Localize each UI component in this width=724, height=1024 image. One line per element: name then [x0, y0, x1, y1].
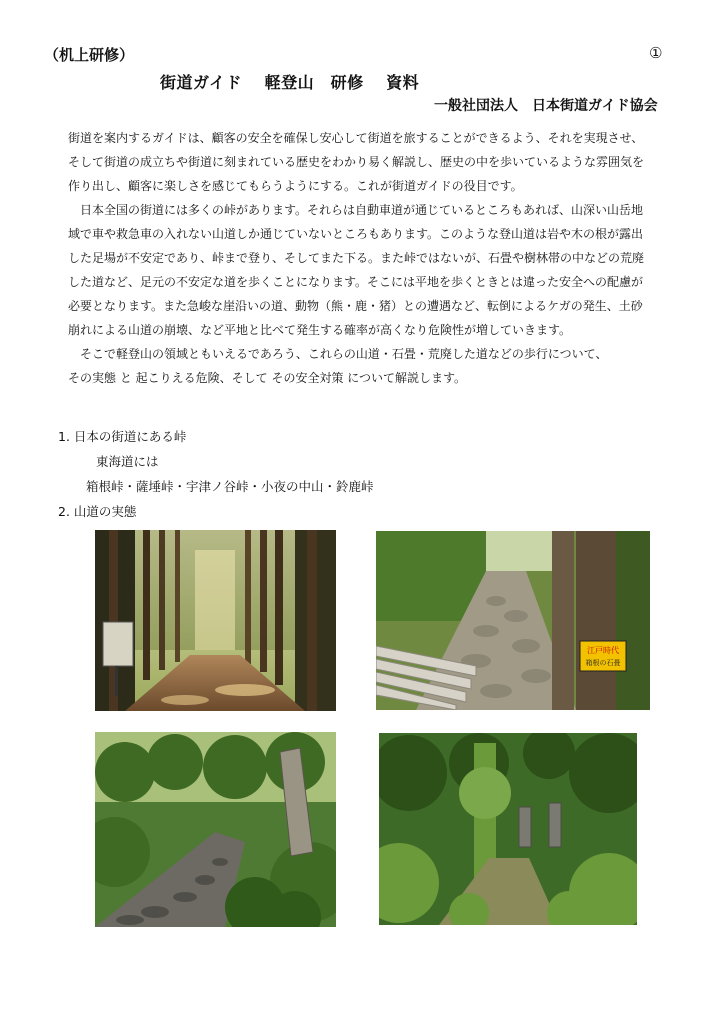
photo-overgrown-path-with-markers — [379, 733, 637, 925]
document-title: 街道ガイド 軽登山 研修 資料 — [160, 73, 420, 92]
paragraph-line: 必要となります。また急峻な崖沿いの道、動物（熊・鹿・猪）との遭遇など、転倒によるケガの発生、土砂 — [68, 299, 643, 313]
paragraph-line: そこで軽登山の領域ともいえるであろう、これらの山道・石畳・荒廃した道などの歩行について、 — [68, 347, 608, 361]
section1-passes: 箱根峠・薩埵峠・宇津ノ谷峠・小夜の中山・鈴鹿峠 — [86, 479, 374, 494]
page-number: ① — [649, 44, 663, 62]
paragraph-line: 作り出し、顧客に楽しさを感じてもらうようにする。これが街道ガイドの役目です。 — [68, 179, 523, 193]
paragraph-line: そして街道の成立ちや街道に刻まれている歴史をわかり易く解説し、歴史の中を歩いているような雰囲気を — [68, 155, 645, 169]
sign-text-line2: 箱根の石畳 — [585, 659, 621, 667]
paragraph-line: 崩れによる山道の崩壊、など平地と比べて発生する確率が高くなり危険性が増していきます。 — [68, 323, 572, 337]
section1-line1: 東海道には — [96, 454, 159, 469]
section1-heading: 1. 日本の街道にある峠 — [58, 429, 187, 444]
paragraph-line: 域で車や救急車の入れない山道しか通じていないところもあります。このような登山道は岩や木の根が露出 — [68, 227, 644, 241]
sign-text-line1: 江戸時代 — [587, 646, 619, 655]
paragraph-line: した足場が不安定であり、峠まで登り、そしてまた下る。また峠ではないが、石畳や樹林帯の中などの荒廃 — [68, 251, 645, 265]
photo-stone-steps-with-sign — [376, 531, 650, 710]
section2-heading: 2. 山道の実態 — [58, 504, 137, 519]
photo-cobblestone-path-with-marker — [95, 732, 336, 927]
photo-cedar-forest-path — [95, 530, 336, 711]
intro-paragraph — [68, 126, 644, 390]
paragraph-line: した道など、足元の不安定な道を歩くことになります。そこには平地を歩くときとは違った安全への配慮が — [68, 275, 644, 289]
paragraph-line: 日本全国の街道には多くの峠があります。それらは自動車道が通じているところもあれば、山深い山岳地 — [68, 203, 644, 217]
paragraph-line: 街道を案内するガイドは、顧客の安全を確保し安心して街道を旅することができるよう、それを実現させ、 — [68, 131, 644, 145]
section-tag: （机上研修） — [44, 46, 135, 64]
paragraph-line: その実態 と 起こりえる危険、そして その安全対策 について解説します。 — [68, 371, 467, 385]
organization-name: 一般社団法人 日本街道ガイド協会 — [434, 98, 658, 114]
